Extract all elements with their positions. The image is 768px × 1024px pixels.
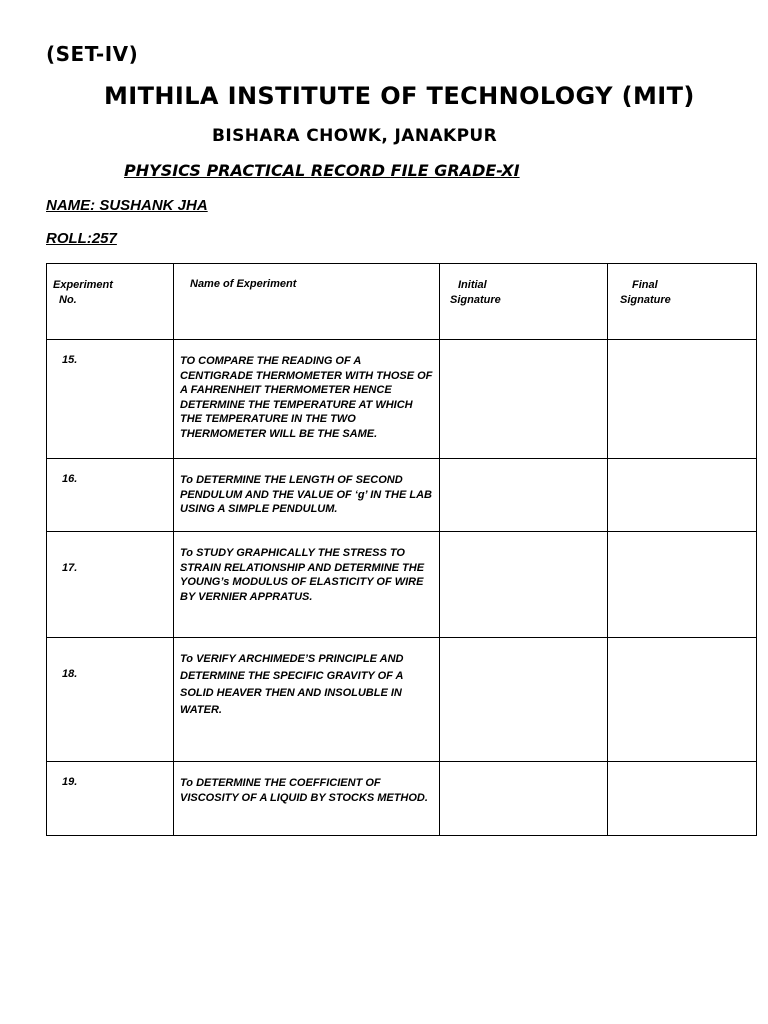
table-row bbox=[47, 459, 757, 532]
table-row bbox=[47, 638, 757, 762]
experiment-name: To DETERMINE THE LENGTH OF SECOND PENDULUM AND THE VALUE OF ‘g’ IN THE LAB USING A SIMPLE PENDULUM. bbox=[174, 459, 440, 532]
experiment-number: 16. bbox=[47, 459, 174, 532]
header-experiment-no bbox=[47, 264, 174, 340]
header-final-line1: Final bbox=[632, 279, 658, 291]
final-signature-cell bbox=[608, 340, 757, 459]
record-title: PHYSICS PRACTICAL RECORD FILE GRADE-XI bbox=[124, 161, 520, 180]
experiment-name: To STUDY GRAPHICALLY THE STRESS TO STRAIN RELATIONSHIP AND DETERMINE THE YOUNG’s MODULUS OF ELASTICITY OF WIRE BY VERNIER APPRATUS. bbox=[174, 532, 440, 638]
table-row bbox=[47, 340, 757, 459]
student-name: NAME: SUSHANK JHA bbox=[46, 197, 208, 214]
initial-signature-cell bbox=[440, 532, 608, 638]
final-signature-cell bbox=[608, 532, 757, 638]
header-initial-signature bbox=[440, 264, 608, 340]
experiment-number: 19. bbox=[47, 762, 174, 836]
experiment-number: 15. bbox=[47, 340, 174, 459]
institution-address: BISHARA CHOWK, JANAKPUR bbox=[212, 126, 498, 146]
final-signature-cell bbox=[608, 638, 757, 762]
experiment-name: TO COMPARE THE READING OF A CENTIGRADE THERMOMETER WITH THOSE OF A FAHRENHEIT THERMOMETER HENCE DETERMINE THE TEMPERATURE AT WHICH THE TEMPERATURE IN THE TWO THERMOMETER WILL BE THE SAME. bbox=[174, 340, 440, 459]
header-experiment-no-line2: No. bbox=[59, 294, 77, 306]
table-row bbox=[47, 532, 757, 638]
final-signature-cell bbox=[608, 459, 757, 532]
student-roll: ROLL:257 bbox=[46, 230, 117, 247]
header-final-signature bbox=[608, 264, 757, 340]
experiment-table bbox=[46, 263, 757, 836]
institution-name: MITHILA INSTITUTE OF TECHNOLOGY (MIT) bbox=[104, 82, 695, 110]
experiment-name: To DETERMINE THE COEFFICIENT OF VISCOSITY OF A LIQUID BY STOCKS METHOD. bbox=[174, 762, 440, 836]
header-experiment-name: Name of Experiment bbox=[174, 264, 440, 340]
set-label: (SET-IV) bbox=[46, 42, 139, 66]
table-header-row bbox=[47, 264, 757, 340]
header-initial-line2: Signature bbox=[450, 294, 501, 306]
initial-signature-cell bbox=[440, 762, 608, 836]
initial-signature-cell bbox=[440, 340, 608, 459]
header-final-line2: Signature bbox=[620, 294, 671, 306]
table-row bbox=[47, 762, 757, 836]
final-signature-cell bbox=[608, 762, 757, 836]
experiment-number: 17. bbox=[47, 532, 174, 638]
experiment-name: To VERIFY ARCHIMEDE’S PRINCIPLE AND DETERMINE THE SPECIFIC GRAVITY OF A SOLID HEAVER THEN AND INSOLUBLE IN WATER. bbox=[174, 638, 440, 762]
initial-signature-cell bbox=[440, 459, 608, 532]
header-experiment-no-line1: Experiment bbox=[53, 279, 113, 291]
experiment-number: 18. bbox=[47, 638, 174, 762]
initial-signature-cell bbox=[440, 638, 608, 762]
header-initial-line1: Initial bbox=[458, 279, 487, 291]
